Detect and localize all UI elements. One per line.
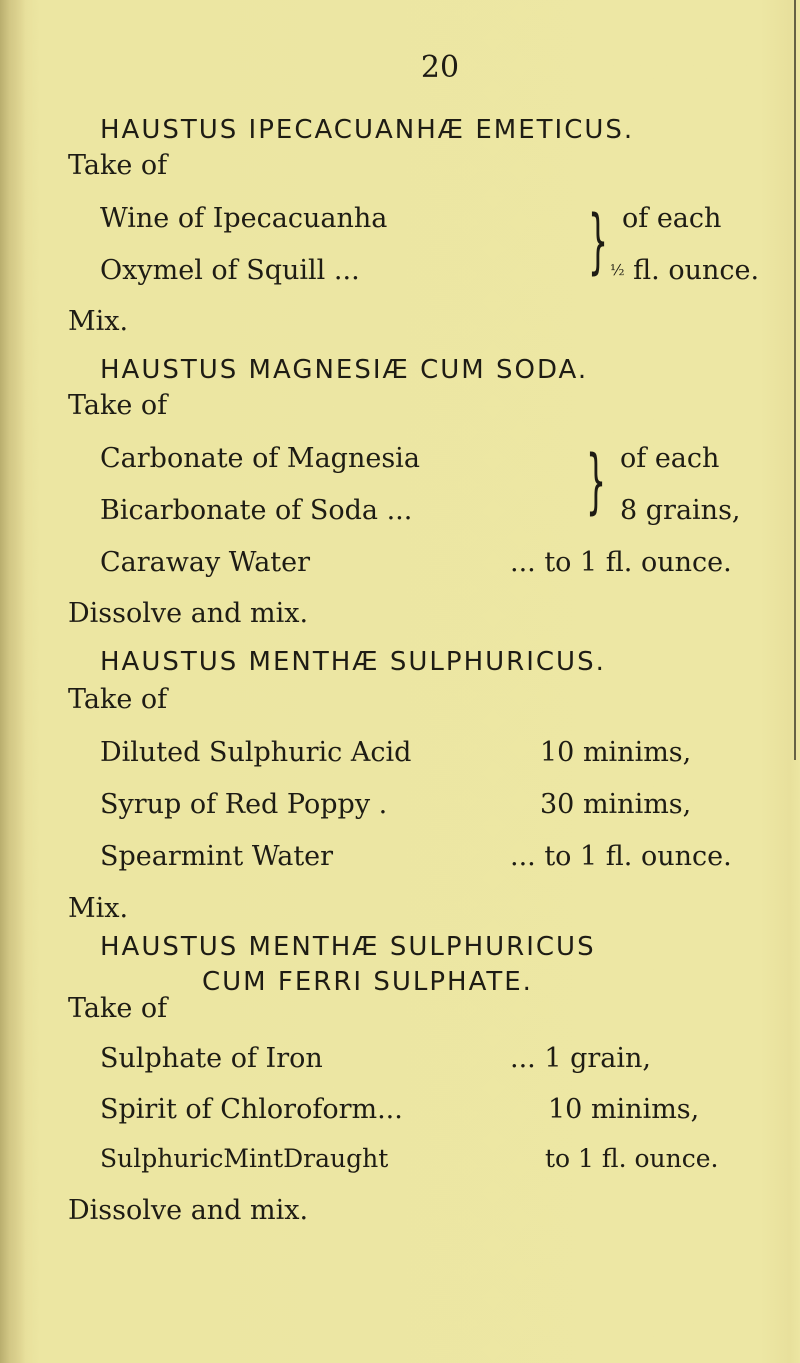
ingredient-amount: ... to 1 fl. ounce. [510,547,732,578]
ingredient-amount: 10 minims, [540,737,692,768]
instruction: Dissolve and mix. [68,598,309,629]
page-edge-shadow [0,0,26,1363]
ingredient-name: Spirit of Chloroform... [100,1094,403,1125]
ingredient-name: Caraway Water [100,547,311,578]
page-number: 20 [420,50,460,85]
ingredient-name: Carbonate of Magnesia [100,443,420,474]
ingredient-amount [610,255,759,286]
take-of-label: Take of [68,993,168,1024]
recipe-subtitle: CUM FERRI SULPHATE. [202,967,533,997]
amount-unit: fl. ounce. [633,255,760,286]
ingredient-amount: ... 1 grain, [510,1043,651,1074]
ingredient-amount: 30 minims, [540,789,692,820]
take-of-label: Take of [68,684,168,715]
instruction: Mix. [68,893,129,924]
ingredient-amount: ... to 1 fl. ounce. [510,841,732,872]
brace-icon: } [586,440,607,522]
ingredient-name: Oxymel of Squill ... [100,255,360,286]
ingredient-amount: of each [620,443,720,474]
instruction: Dissolve and mix. [68,1195,309,1226]
page-edge-line [794,0,796,760]
ingredient-amount: 10 minims, [548,1094,700,1125]
take-of-label: Take of [68,390,168,421]
ingredient-name: SulphuricMintDraught [100,1144,389,1173]
ingredient-name: Spearmint Water [100,841,334,872]
take-of-label: Take of [68,150,168,181]
ingredient-name: Diluted Sulphuric Acid [100,737,412,768]
ingredient-name: Wine of Ipecacuanha [100,203,388,234]
recipe-title: HAUSTUS IPECACUANHÆ EMETICUS. [100,115,635,145]
brace-icon: } [588,200,609,282]
ingredient-name: Sulphate of Iron [100,1043,323,1074]
ingredient-amount: to 1 fl. ounce. [545,1144,719,1173]
ingredient-name: Syrup of Red Poppy . [100,789,388,820]
recipe-title: HAUSTUS MENTHÆ SULPHURICUS. [100,647,606,677]
recipe-title: HAUSTUS MAGNESIÆ CUM SODA. [100,355,589,385]
instruction: Mix. [68,306,129,337]
ingredient-amount: 8 grains, [620,495,741,526]
recipe-title: HAUSTUS MENTHÆ SULPHURICUS [100,932,596,962]
amount-fraction: ½ [610,261,625,279]
ingredient-name: Bicarbonate of Soda ... [100,495,413,526]
ingredient-amount: of each [622,203,722,234]
